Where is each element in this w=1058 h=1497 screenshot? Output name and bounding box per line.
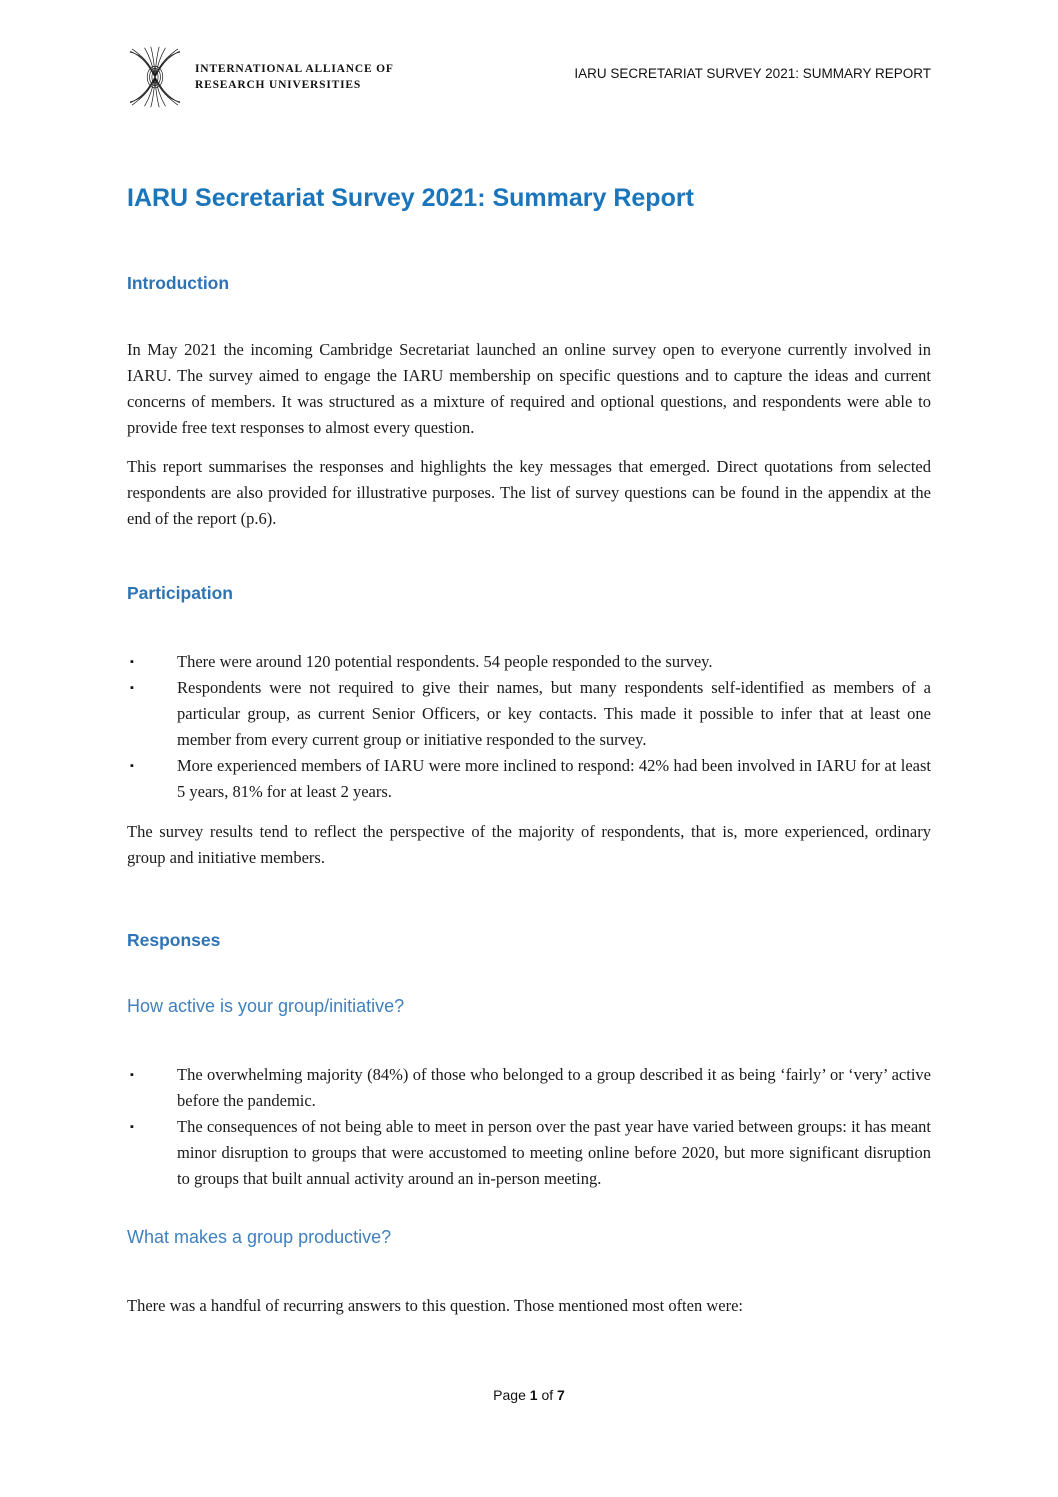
document-title: IARU Secretariat Survey 2021: Summary Report	[127, 184, 694, 212]
footer-total-pages: 7	[557, 1387, 565, 1403]
iaru-logo-icon	[127, 46, 183, 108]
bullet-square-icon: ▪	[130, 1121, 134, 1133]
responses-q1-bullet-list	[127, 1062, 931, 1192]
participation-bullet-list	[127, 649, 931, 805]
list-item	[127, 753, 931, 805]
list-item-text: The consequences of not being able to meet in person over the past year have varied between groups: it has meant minor disruption to groups that were accustomed to meeting online before 2020, but more significant disruption to groups that built annual activity around an in-person meeting.	[177, 1117, 931, 1188]
iaru-logo	[127, 46, 394, 108]
responses-q2-paragraph: There was a handful of recurring answers to this question. Those mentioned most often were:	[127, 1296, 743, 1315]
list-item-text: The overwhelming majority (84%) of those who belonged to a group described it as being ‘fairly’ or ‘very’ active before the pandemic.	[177, 1065, 931, 1110]
heading-participation: Participation	[127, 583, 233, 603]
subheading-group-productive: What makes a group productive?	[127, 1227, 392, 1247]
list-item-text: More experienced members of IARU were more inclined to respond: 42% had been involved in IARU for at least 5 years, 81% for at least 2 years.	[177, 756, 931, 801]
heading-responses: Responses	[127, 930, 221, 950]
list-item-text: There were around 120 potential respondents. 54 people responded to the survey.	[177, 652, 713, 671]
heading-introduction: Introduction	[127, 273, 230, 293]
list-item	[127, 649, 931, 675]
list-item	[127, 1062, 931, 1114]
list-item	[127, 675, 931, 753]
bullet-square-icon: ▪	[130, 760, 134, 772]
list-item	[127, 1114, 931, 1192]
iaru-logo-wordmark	[195, 61, 394, 93]
subheading-how-active: How active is your group/initiative?	[127, 996, 405, 1016]
introduction-paragraph-1: In May 2021 the incoming Cambridge Secretariat launched an online survey open to everyone currently involved in IARU. The survey aimed to engage the IARU membership on specific questions and to capture the ideas and current concerns of members. It was structured as a mixture of required and optional questions, and respondents were able to provide free text responses to almost every question.	[127, 340, 931, 437]
footer-of-word: of	[541, 1387, 554, 1403]
logo-name-line2: RESEARCH UNIVERSITIES	[195, 79, 362, 91]
list-item-text: Respondents were not required to give their names, but many respondents self-identified as members of a particular group, as current Senior Officers, or key contacts. This made it possible to infer that at least one member from every current group or initiative responded to the survey.	[177, 678, 931, 749]
bullet-square-icon: ▪	[130, 1069, 134, 1081]
footer-page-word: Page	[493, 1387, 526, 1403]
running-header-title: IARU SECRETARIAT SURVEY 2021: SUMMARY REPORT	[574, 66, 931, 81]
footer-page-number: 1	[529, 1387, 538, 1403]
introduction-paragraph-2: This report summarises the responses and highlights the key messages that emerged. Direct quotations from selected respondents are also provided for illustrative purposes. The list of survey questions can be found in the appendix at the end of the report (p.6).	[127, 457, 931, 528]
bullet-square-icon: ▪	[130, 682, 134, 694]
page-footer	[0, 1387, 1058, 1403]
logo-name-line1: INTERNATIONAL ALLIANCE OF	[195, 63, 394, 75]
page-header	[127, 46, 931, 108]
bullet-square-icon: ▪	[130, 656, 134, 668]
participation-closing-paragraph: The survey results tend to reflect the perspective of the majority of respondents, that is, more experienced, ordinary group and initiative members.	[127, 822, 931, 867]
